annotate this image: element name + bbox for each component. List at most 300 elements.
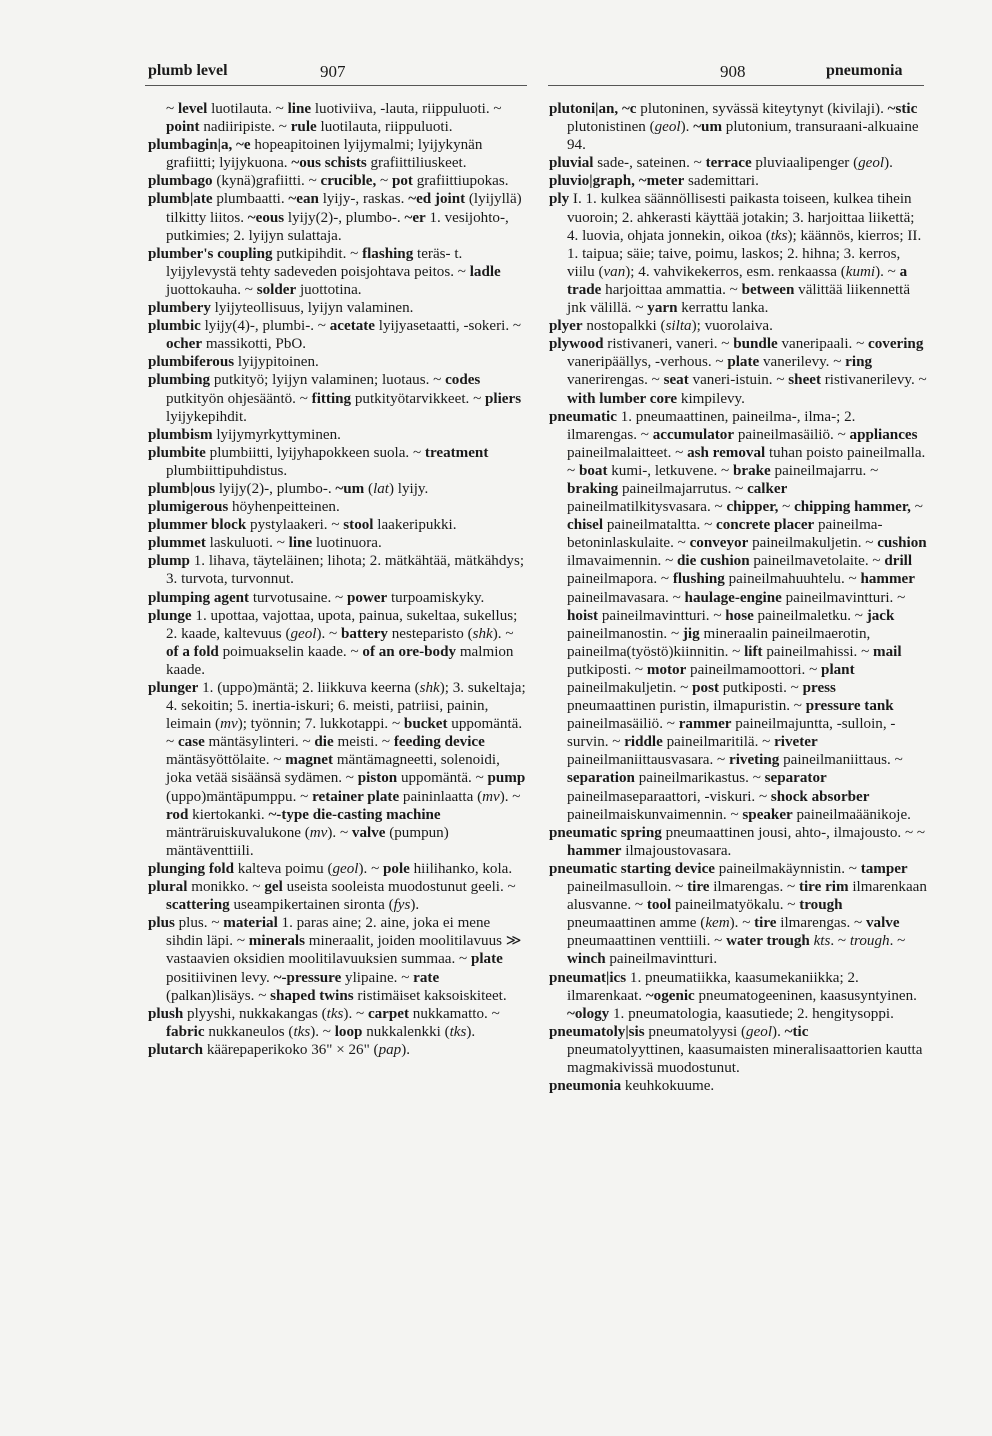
definition-text: kiertokanki. [188, 806, 269, 823]
headword: carpet [367, 1005, 410, 1022]
headword: plummet [148, 535, 206, 552]
headword: concrete placer [716, 517, 815, 534]
dictionary-entry [148, 914, 526, 1004]
definition-text: vaneripaali. ~ [777, 336, 869, 353]
definition-text: lyijy-, raskas. [318, 191, 409, 208]
dictionary-entry [148, 299, 526, 317]
definition-text: paineilmaniittaus. ~ [779, 752, 903, 769]
definition-text: laakeripukki. [373, 517, 457, 534]
field-label: trough [849, 933, 890, 950]
headword: of an ore-body [362, 643, 457, 660]
dictionary-entry [549, 100, 927, 154]
definition-text: grafiittiupokas. [412, 173, 509, 190]
headword: drill [884, 553, 913, 570]
headword: plunger [148, 680, 199, 696]
definition-text: nadiiripiste. ~ [199, 119, 291, 136]
headword: shaped twins [270, 987, 354, 1004]
headword: ~stic [887, 101, 918, 117]
definition-text: paineilmajuntta, -sulloin, -survin. ~ [567, 716, 896, 751]
dictionary-entry [148, 878, 526, 914]
headword: lift [744, 643, 763, 660]
definition-text: paineilmakuljetin. ~ [748, 535, 878, 552]
headword: plumbago [148, 173, 213, 190]
headword: fabric [166, 1023, 205, 1040]
headword: braking [567, 480, 619, 497]
definition-text: nukkamatto. ~ [409, 1005, 500, 1022]
definition-text: paineilmasäiliö. ~ [567, 716, 679, 733]
dictionary-entry [148, 353, 526, 371]
left-header-rule [145, 85, 527, 86]
headword: ~-type die-casting machine [268, 806, 441, 823]
headword: shock absorber [770, 788, 870, 805]
headword: pneumatic spring [549, 824, 662, 841]
field-label: tks [293, 1023, 311, 1040]
definition-text: putkiposti. ~ [718, 680, 803, 696]
field-label: kem [705, 915, 730, 932]
headword: valve [351, 824, 386, 841]
headword: pneumonia [549, 1078, 622, 1095]
definition-text: ). ~ [310, 1023, 335, 1040]
headword: battery [341, 625, 388, 642]
headword: yarn [647, 300, 678, 317]
definition-text: pluviaalipenger ( [751, 155, 859, 172]
definition-text: nostopalkki ( [582, 318, 666, 335]
headword: accumulator [652, 426, 735, 443]
headword: plyer [549, 318, 583, 335]
dictionary-entry [148, 172, 526, 190]
definition-text: kalteva poimu ( [234, 860, 333, 877]
definition-text: plutoninen, syvässä kiteytynyt (kivilaji). [636, 101, 888, 117]
definition-text: ). [772, 1023, 785, 1040]
definition-text: paineilmavasara. ~ [567, 589, 685, 606]
headword: ~ology [567, 1005, 610, 1022]
definition-text: paineilmaletku. ~ [753, 607, 867, 624]
definition-text: paineilmarikastus. ~ [634, 770, 765, 787]
headword: plummer block [148, 517, 247, 534]
definition-text: luotiviiva, -lauta, riippuluoti. ~ [311, 101, 502, 117]
dictionary-entry [549, 335, 927, 407]
definition-text: ristivaneri, vaneri. ~ [603, 336, 734, 353]
headword: gel [264, 879, 283, 896]
definition-text: (pumpun) mäntäventtiili. [166, 824, 449, 859]
definition-text: useista sooleista muodostunut geeli. ~ [282, 879, 516, 896]
dictionary-entry [148, 245, 526, 299]
dictionary-entry [549, 860, 927, 969]
definition-text: lyijy(2)-, plumbo-. [284, 209, 405, 226]
headword: tire rim [798, 879, 849, 896]
field-label: kumi [845, 263, 876, 280]
definition-text: ). ~ [316, 625, 341, 642]
definition-text: ). ~ [358, 860, 384, 877]
definition-text: lyijypitoinen. [234, 354, 319, 371]
headword: jack [866, 607, 895, 624]
headword: pneumat|ics [549, 969, 627, 986]
headword: chipper, [726, 499, 779, 516]
field-label: mv [220, 716, 238, 733]
definition-text: 1. (uppo)mäntä; 2. liikkuva keerna ( [198, 680, 420, 696]
field-label: shk [419, 680, 440, 696]
headword: pluvial [549, 155, 594, 172]
definition-text: lyijykepihdit. [166, 408, 247, 425]
definition-text: luotinuora. [312, 535, 382, 552]
definition-text: lyijymyrkyttyminen. [212, 426, 341, 443]
definition-text: mänträruiskuvalukone ( [166, 824, 310, 841]
definition-text: ). ~ [875, 263, 900, 280]
field-label: geol [332, 860, 359, 877]
headword: flushing [672, 571, 725, 588]
headword: post [692, 680, 719, 696]
definition-text: ); 3. sukeltaja; 4. sekoitin; 5. inertia-iskuri; 6. meisti, patriisi, painin, leimain ( [166, 680, 526, 733]
dictionary-entry [549, 824, 927, 860]
definition-text: paineilmakäynnistin. ~ [715, 860, 861, 877]
headword: pump [487, 770, 526, 787]
field-label: silta [665, 318, 692, 335]
definition-text: plumbiitti, lyijyhapokkeen suola. ~ [205, 444, 425, 461]
definition-text: plutonium, transuraani-alkuaine 94. [567, 119, 919, 154]
field-label: tks [770, 227, 788, 244]
definition-text: paineilmajarrutus. ~ [618, 480, 748, 497]
headword: ply [549, 191, 570, 208]
definition-text: lyijyteollisuus, lyijyn valaminen. [210, 300, 414, 317]
headword: hose [725, 607, 754, 624]
headword: plumbiferous [148, 354, 235, 371]
headword: seat [663, 372, 689, 389]
definition-text: (palkan)lisäys. ~ [166, 987, 271, 1004]
definition-text: turvotusaine. ~ [249, 589, 347, 606]
definition-text: kimpilevy. [677, 390, 745, 407]
field-label: kts [813, 933, 831, 950]
definition-text: nesteparisto ( [387, 625, 473, 642]
definition-text: paineilmaseparaattori, -viskuri. ~ [567, 788, 771, 805]
headword: plant [821, 661, 855, 678]
dictionary-entry [549, 154, 927, 172]
headword: water trough [726, 933, 810, 950]
dictionary-entry [549, 969, 927, 1023]
definition-text: ilmarenkaan alusvanne. ~ [567, 879, 927, 914]
headword: appliances [849, 426, 918, 443]
dictionary-entry [148, 860, 526, 878]
headword: chisel [567, 517, 604, 534]
headword: plumbery [148, 300, 211, 317]
headword: ladle [469, 263, 501, 280]
definition-text: plyyshi, nukkakangas ( [183, 1005, 327, 1022]
headword: codes [445, 372, 481, 389]
definition-text: paineilmavintturi. [605, 951, 718, 968]
headword: magnet [285, 752, 334, 769]
definition-text: pneumatogeeninen, kaasusyntyinen. [694, 987, 917, 1004]
headword: trough [799, 897, 843, 914]
headword: between [741, 281, 795, 298]
definition-text: hiilihanko, kola. [409, 860, 513, 877]
definition-text: ). [401, 1041, 411, 1058]
definition-text: 1. pneumatiikka, kaasumekaniikka; 2. ilmarenkaat. [567, 969, 859, 1004]
headword: calker [747, 480, 788, 497]
field-label: geol [290, 625, 317, 642]
headword: separator [764, 770, 827, 787]
definition-text: kerrattu lanka. [677, 300, 769, 317]
dictionary-entry [148, 100, 526, 136]
definition-text: sademittari. [684, 173, 759, 190]
dictionary-entry [549, 408, 927, 824]
definition-text: ristivanerilevy. ~ [821, 372, 927, 389]
definition-text: paineilmajarru. ~ [770, 462, 879, 479]
headword: scattering [166, 897, 230, 914]
headword: die cushion [677, 553, 750, 570]
field-label: fys [393, 897, 411, 914]
definition-text: luotilauta, riippuluoti. [316, 119, 453, 136]
definition-text: plumbiittipuhdistus. [166, 462, 288, 479]
field-label: van [603, 263, 626, 280]
definition-text: malmion kaade. [166, 643, 514, 678]
definition-text: ) lyijy. [389, 480, 429, 497]
definition-text: ); vuorolaiva. [691, 318, 773, 335]
definition-text: mäntäsylinteri. ~ [204, 734, 315, 751]
field-label: tks [326, 1005, 344, 1022]
headword: with lumber core [567, 390, 678, 407]
dictionary-entry [148, 679, 526, 860]
definition-text: paineilmatilkitysvasara. ~ [567, 499, 727, 516]
definition-text: uppomäntä. ~ [397, 770, 488, 787]
definition-text: ). [884, 155, 893, 172]
headword: plumigerous [148, 499, 229, 516]
headword: plywood [549, 336, 604, 353]
definition-text: paineilmaritilä. ~ [662, 734, 775, 751]
headword: plumbite [148, 444, 206, 461]
headword: tire [687, 879, 710, 896]
definition-text: paineilma-betoninlaskulaite. ~ [567, 517, 883, 552]
definition-text: putkityön ohjesääntö. ~ [166, 390, 312, 407]
headword: level [177, 101, 208, 117]
headword: pneumatic starting device [549, 860, 716, 877]
headword: ash removal [687, 444, 766, 461]
headword: bucket [403, 716, 448, 733]
headword: ~ogenic [645, 987, 695, 1004]
headword: boat [578, 462, 608, 479]
dictionary-entry [549, 1077, 927, 1095]
headword: plutoni|an, ~c [549, 101, 637, 117]
headword: tire [754, 915, 777, 932]
headword: ~ous schists [291, 155, 367, 172]
definition-text: paineilmasulloin. ~ [567, 879, 688, 896]
definition-text: paineilmanostin. ~ [567, 625, 683, 642]
definition-text: höyhenpeitteinen. [228, 499, 340, 516]
headword: rod [166, 806, 189, 823]
headword: riveting [729, 752, 780, 769]
definition-text: nukkaneulos ( [204, 1023, 294, 1040]
definition-text: ~ [376, 173, 392, 190]
field-label: geol [746, 1023, 773, 1040]
definition-text: paineilmamoottori. ~ [686, 661, 822, 678]
headword: material [223, 915, 278, 932]
definition-text: laskuluoti. ~ [205, 535, 289, 552]
headword: motor [646, 661, 687, 678]
definition-text: ristimäiset kaksoiskiteet. [353, 987, 507, 1004]
dictionary-entry [148, 516, 526, 534]
definition-text: paineilmavintturi. ~ [781, 589, 906, 606]
right-guide-word: pneumonia [826, 62, 903, 79]
headword: rate [413, 969, 440, 986]
definition-text: hopeapitoinen lyijymalmi; lyijykynän grafiitti; lyijykuona. [166, 137, 483, 172]
headword: line [287, 101, 312, 117]
right-page-number: 908 [720, 62, 746, 81]
left-column [148, 100, 526, 1059]
definition-text: 1. lihava, täyteläinen; lihota; 2. mätkähtää, mätkähdys; 3. turvota, turvonnut. [166, 553, 525, 588]
definition-text: juottotina. [296, 281, 362, 298]
headword: pressure tank [805, 698, 894, 715]
headword: plunge [148, 607, 192, 624]
definition-text: nukkalenkki ( [362, 1023, 450, 1040]
definition-text: . ~ [889, 933, 906, 950]
headword: pneumatoly|sis [549, 1023, 645, 1040]
headword: ring [845, 354, 873, 371]
definition-text: paineilmalaitteet. ~ [567, 444, 688, 461]
dictionary-entry [148, 480, 526, 498]
definition-text: 1. pneumaattinen, paineilma-, ilma-; 2. ilmarengas. ~ [567, 408, 856, 443]
definition-text: mineraalin paineilmaerotin, paineilma(työstö)kiinnitin. ~ [567, 625, 871, 660]
headword: mail [873, 643, 902, 660]
headword: plush [148, 1005, 184, 1022]
definition-text: . ~ [830, 933, 850, 950]
headword: plutarch [148, 1041, 204, 1058]
definition-text: keuhkokuume. [621, 1078, 715, 1095]
headword: plate [727, 354, 760, 371]
definition-text: useampikertainen sironta ( [229, 897, 394, 914]
headword: treatment [424, 444, 489, 461]
headword: conveyor [689, 535, 749, 552]
headword: hammer [567, 842, 622, 859]
definition-text: paineilmasäiliö. ~ [734, 426, 850, 443]
field-label: tks [449, 1023, 467, 1040]
headword: plumbism [148, 426, 213, 443]
definition-text: ). [680, 119, 694, 136]
definition-text: ). ~ [492, 625, 514, 642]
definition-text: välittää liikennettä jnk välillä. ~ [567, 281, 911, 317]
definition-text: pystylaakeri. ~ [246, 517, 344, 534]
definition-text: paineilmataltta. ~ [603, 517, 717, 534]
definition-text: teräs- t. lyijylevystä tehty sadeveden poisjohtava peitos. ~ [166, 245, 470, 280]
headword: ~um [693, 119, 723, 136]
definition-text: ). ~ [499, 788, 521, 805]
definition-text: vanerirengas. ~ [567, 372, 664, 389]
headword: a trade [567, 263, 908, 298]
definition-text: pneumatolyyttinen, kaasumaisten mineralisaattorien kautta magmakivissä muodostunut. [567, 1041, 923, 1076]
headword: plumb|ate [148, 191, 213, 208]
definition-text: ( [364, 480, 374, 497]
headword: ocher [166, 336, 203, 353]
definition-text: ). ~ [343, 1005, 368, 1022]
headword: pot [391, 173, 413, 190]
definition-text: lyijy(4)-, plumbi-. ~ [200, 318, 330, 335]
left-guide-word: plumb level [148, 62, 228, 79]
definition-text: meisti. ~ [333, 734, 394, 751]
definition-text: (kynä)grafiitti. ~ [212, 173, 321, 190]
field-label: mv [309, 824, 328, 841]
headword: sheet [788, 372, 821, 389]
headword: solder [256, 281, 297, 298]
definition-text: putkiposti. ~ [567, 661, 647, 678]
headword: hammer [860, 571, 915, 588]
headword: brake [733, 462, 771, 479]
dictionary-entry [148, 1005, 526, 1041]
dictionary-entry [549, 172, 927, 190]
definition-text: pneumaattinen amme ( [567, 915, 706, 932]
headword: case [177, 734, 205, 751]
dictionary-entry [148, 371, 526, 425]
definition-text: (lyijyllä) tilkitty liitos. [166, 191, 522, 226]
headword: of a fold [166, 643, 219, 660]
definition-text: ilmavaimennin. ~ [567, 553, 678, 570]
definition-text: ilmarengas. ~ [709, 879, 799, 896]
definition-text: positiivinen levy. [166, 969, 274, 986]
headword: separation [567, 770, 635, 787]
definition-text: ~ [166, 101, 178, 117]
dictionary-entry [148, 589, 526, 607]
definition-text: ). ~ [729, 915, 755, 932]
left-page-number: 907 [320, 62, 346, 81]
definition-text: vaneripäällys, -verhous. ~ [567, 354, 728, 371]
definition-text: plutonistinen ( [567, 119, 655, 136]
definition-text: turpoamiskyky. [387, 589, 485, 606]
definition-text: ylipaine. ~ [341, 969, 414, 986]
definition-text: paineilmaiskunvaimennin. ~ [567, 806, 743, 823]
definition-text: ); työnnin; 7. lukkotappi. ~ [237, 716, 404, 733]
definition-text: paineilmahuuhtelu. ~ [724, 571, 861, 588]
headword: plumbing [148, 372, 211, 389]
field-label: pap [378, 1041, 402, 1058]
headword: jig [682, 625, 700, 642]
definition-text: paineilmapora. ~ [567, 571, 673, 588]
headword: ~ean [288, 191, 319, 208]
definition-text: 1. paras aine; 2. aine, joka ei mene sihdin läpi. ~ [166, 915, 491, 950]
headword: piston [357, 770, 398, 787]
headword: press [802, 680, 836, 696]
definition-text: paininlaatta ( [399, 788, 483, 805]
headword: tamper [860, 860, 908, 877]
definition-text: käärepaperikoko 36" × 26" ( [203, 1041, 379, 1058]
headword: fitting [311, 390, 352, 407]
dictionary-entry [148, 190, 526, 244]
headword: pliers [485, 390, 522, 407]
headword: ~eous [247, 209, 285, 226]
headword: power [346, 589, 388, 606]
definition-text: I. 1. kulkea säännöllisesti paikasta toiseen, kulkea tihein vuoroin; 2. ahkerasti käyttää jotakin; 3. harjoittaa liikettä; 4. luovia, ohjata jonnekin, oikoa ( [567, 191, 915, 244]
dictionary-entry [549, 1023, 927, 1077]
headword: plumping agent [148, 589, 250, 606]
dictionary-entry [148, 498, 526, 516]
definition-text: paineilmatyökalu. ~ [671, 897, 800, 914]
headword: rule [290, 119, 317, 136]
definition-text: ). ~ [327, 824, 352, 841]
headword: valve [865, 915, 900, 932]
definition-text: harjoittaa ammattia. ~ [601, 281, 742, 298]
field-label: mv [482, 788, 500, 805]
headword: point [166, 119, 200, 136]
definition-text: 1. pneumatologia, kaasutiede; 2. hengitysoppi. [609, 1005, 894, 1022]
headword: minerals [248, 933, 305, 950]
definition-text: plumbaatti. [212, 191, 289, 208]
headword: pole [383, 860, 410, 877]
headword: ~um [335, 480, 365, 497]
definition-text: ~ [910, 499, 923, 516]
definition-text: paineilmaäänikoje. [792, 806, 911, 823]
definition-text: lyijyasetaatti, -sokeri. ~ [375, 318, 522, 335]
definition-text: mäntämagneetti, solenoidi, joka vetää sisäänsä sydämen. ~ [166, 752, 500, 787]
dictionary-entry [148, 607, 526, 679]
definition-text: tuhan poisto paineilmalla. ~ [567, 444, 926, 479]
definition-text: paineilmavintturi. ~ [598, 607, 726, 624]
definition-text: lyijy(2)-, plumbo-. [215, 480, 336, 497]
headword: ~er [404, 209, 426, 226]
